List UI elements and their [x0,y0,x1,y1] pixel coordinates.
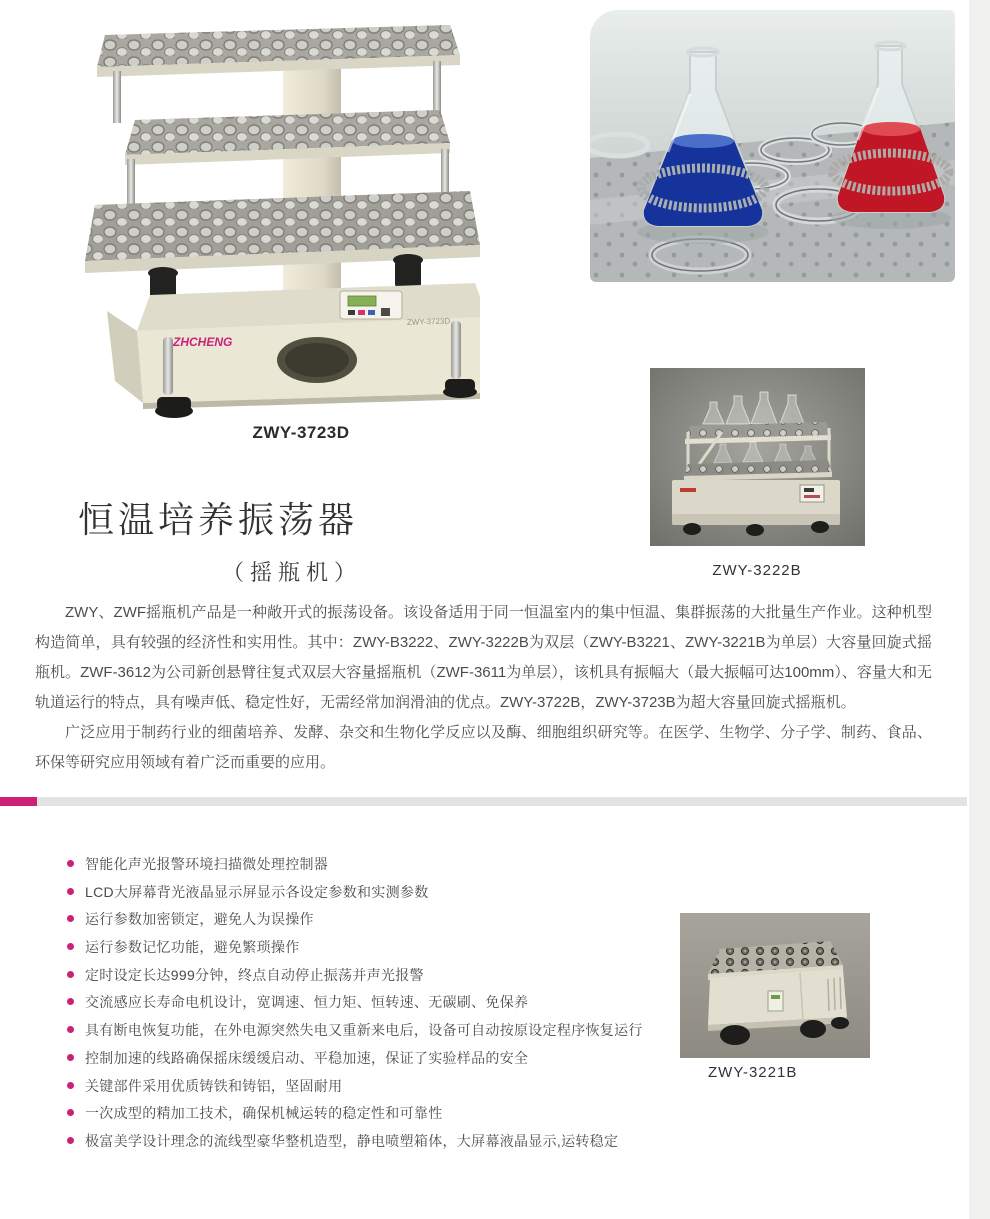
feature-text: 运行参数加密锁定，避免人为误操作 [85,911,314,928]
feature-text: LCD大屏幕背光液晶显示屏显示各设定参数和实测参数 [85,883,429,900]
intro-paragraph-2: 广泛应用于制药行业的细菌培养、发酵、杂交和生物化学反应以及酶、细胞组织研究等。在医学、生物学、分子学、制药、食品、环保等研究应用领域有着广泛而重要的应用。 [35,724,932,771]
bullet-icon [67,1137,74,1144]
feature-item [67,1021,687,1039]
bullet-icon [67,1054,74,1061]
shaker-3222b-illustration [650,368,865,546]
feature-item [67,1132,687,1150]
bullet-icon [67,860,74,867]
product-photo-zwy3222b [650,368,865,546]
bullet-icon [67,915,74,922]
feature-text: 关键部件采用优质铸铁和铸铝，坚固耐用 [85,1077,343,1094]
caption-zwy3221b: ZWY-3221B [708,1064,798,1081]
control-panel-icon [340,291,402,319]
brand-logo: ZHCHENG [173,335,233,349]
feature-text: 一次成型的精加工技术，确保机械运转的稳定性和可靠性 [85,1105,443,1122]
bullet-icon [67,998,74,1005]
feature-item [67,938,687,956]
caption-zwy3723d: ZWY-3723D [252,423,350,442]
intro-text [35,598,932,778]
bullet-icon [67,1026,74,1033]
base-model-label: ZWY-3723D [406,316,451,327]
page-edge-strip [969,0,990,1219]
divider-bar [37,797,967,806]
feature-text: 交流感应长寿命电机设计，宽调速、恒力矩、恒转速、无碳刷、免保养 [85,994,529,1011]
feature-item [67,883,687,901]
feature-item [67,1077,687,1095]
feature-item [67,855,687,873]
shaker-3221b-illustration [680,913,870,1058]
intro-paragraph-1: ZWY、ZWF摇瓶机产品是一种敞开式的振荡设备。该设备适用于同一恒温室内的集中恒温、集群振荡的大批量生产作业。这种机型构造简单，具有较强的经济性和实用性。其中：ZWY-B3222、ZWY-3222B为双层（ZWY-B3221、ZWY-3221B为单层）大容量回旋式摇瓶机。ZWF-3612为公司新创悬臂往复式双层大容量摇瓶机（ZWF-3611为单层），该机具有振幅大（最大振幅可达100mm）、容量大和无轨道运行的特点，具有噪声低、稳定性好，无需经常加润滑油的优点。ZWY-3722B，ZWY-3723B为超大容量回旋式摇瓶机。 [35,604,932,711]
feature-text: 具有断电恢复功能，在外电源突然失电又重新来电后，设备可自动按原设定程序恢复运行 [85,1022,643,1039]
bullet-icon [67,971,74,978]
bullet-icon [67,888,74,895]
feature-text: 控制加速的线路确保摇床缓缓启动、平稳加速，保证了实验样品的安全 [85,1049,529,1066]
flasks-illustration [590,10,955,282]
feature-text: 智能化声光报警环境扫描微处理控制器 [85,856,329,872]
feature-item [67,910,687,928]
bullet-icon [67,943,74,950]
bullet-icon [67,1109,74,1116]
page-subtitle: （摇瓶机） [222,560,363,585]
flasks-photo [590,10,955,282]
feature-item [67,1049,687,1067]
feature-text: 极富美学设计理念的流线型豪华整机造型，静电喷塑箱体，大屏幕液晶显示,运转稳定 [85,1132,619,1149]
caption-zwy3222b: ZWY-3222B [712,562,802,579]
feature-text: 定时设定长达999分钟，终点自动停止振荡并声光报警 [85,966,424,983]
feature-text: 运行参数记忆功能，避免繁琐操作 [85,939,300,956]
page-title: 恒温培养振荡器 [78,499,359,540]
feature-item [67,1104,687,1122]
feature-item [67,993,687,1011]
product-photo-zwy3221b [680,913,870,1058]
shaker-illustration [55,5,480,420]
divider-accent-block [0,797,37,806]
feature-item [67,966,687,984]
product-photo-zwy3723d [55,5,480,420]
bullet-icon [67,1082,74,1089]
feature-list [67,855,687,1160]
